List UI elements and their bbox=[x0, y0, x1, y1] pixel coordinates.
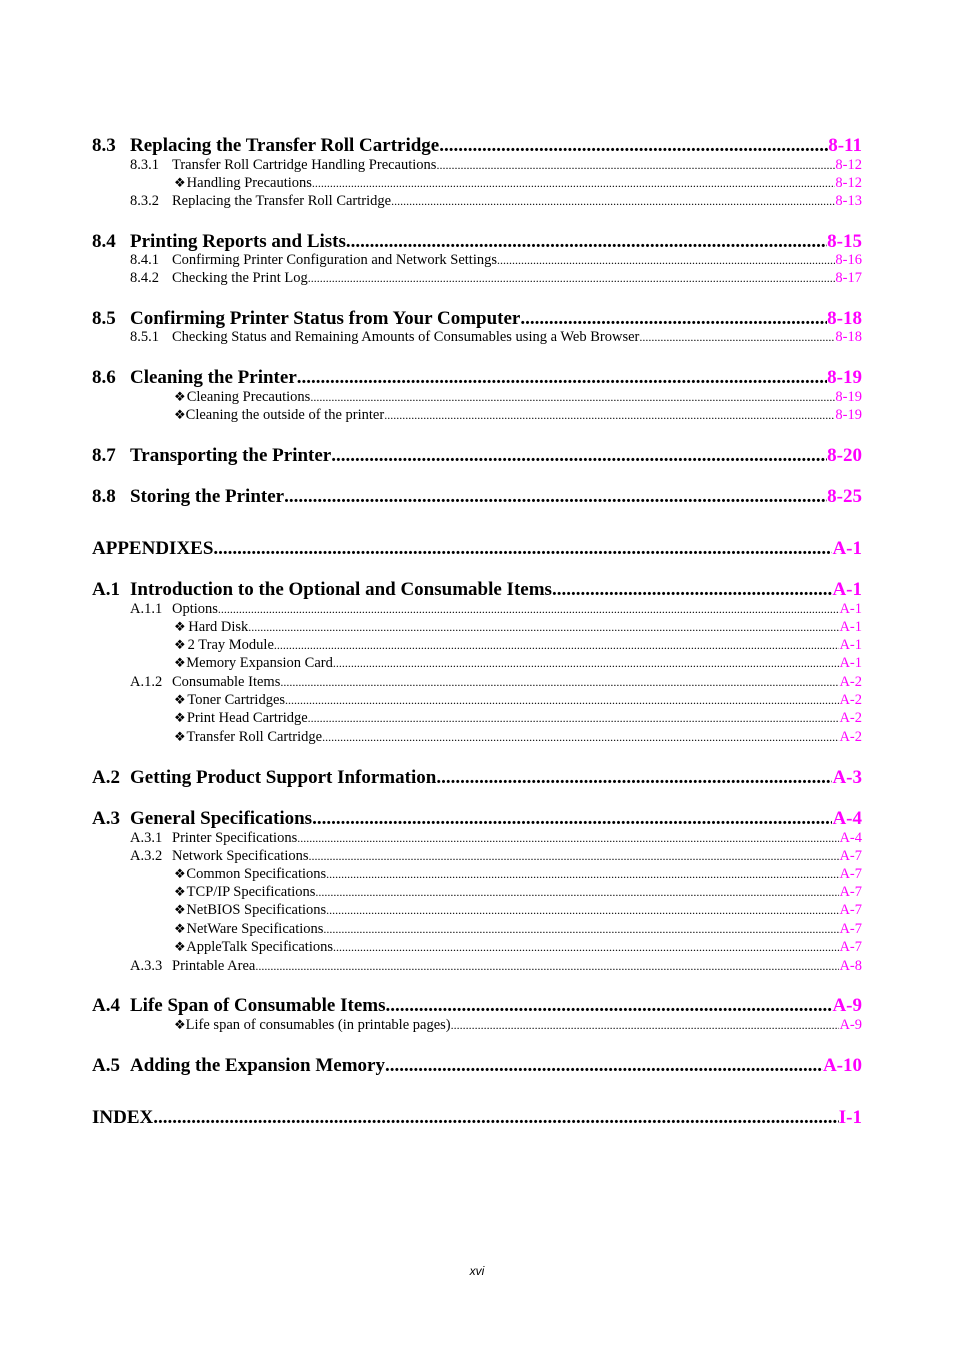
dot-leader bbox=[552, 579, 833, 601]
toc-entry-page-link[interactable]: 8-25 bbox=[827, 486, 862, 507]
dot-leader bbox=[274, 638, 840, 653]
bullet-diamond-icon: ❖ bbox=[174, 655, 186, 670]
dot-leader bbox=[315, 885, 839, 900]
toc-entry-title: APPENDIXES bbox=[92, 538, 214, 559]
toc-entry-number: 8.4.1 bbox=[130, 252, 159, 268]
toc-entry-level-3[interactable] bbox=[174, 389, 862, 407]
bullet-diamond-icon: ❖ bbox=[174, 692, 186, 707]
toc-entry-page-link[interactable]: A-1 bbox=[832, 579, 862, 600]
dot-leader bbox=[284, 486, 827, 508]
toc-entry-number: A.3 bbox=[92, 808, 120, 829]
toc-entry-title: Replacing the Transfer Roll Cartridge bbox=[172, 193, 392, 209]
toc-entry-page-link[interactable]: A-9 bbox=[839, 1017, 862, 1033]
toc-entry-number: 8.4.2 bbox=[130, 270, 159, 286]
toc-entry-page-link[interactable]: A-7 bbox=[839, 939, 862, 955]
bullet-diamond-icon: ❖ bbox=[174, 729, 186, 744]
bullet-diamond-icon: ❖ bbox=[174, 902, 186, 917]
toc-entry-page-link[interactable]: A-2 bbox=[839, 674, 862, 690]
toc-entry-number: 8.3.1 bbox=[130, 157, 159, 173]
toc-entry-number: A.5 bbox=[92, 1055, 120, 1076]
toc-entry-title: Common Specifications bbox=[186, 866, 327, 882]
dot-leader bbox=[436, 767, 832, 789]
toc-entry-level-2[interactable] bbox=[130, 157, 862, 175]
toc-entry-level-3[interactable] bbox=[174, 692, 862, 710]
toc-entry-page-link[interactable]: A-4 bbox=[839, 830, 862, 846]
dot-leader bbox=[312, 176, 836, 191]
dot-leader bbox=[333, 940, 839, 955]
toc-entry-title: Transporting the Printer bbox=[130, 445, 332, 466]
bullet-diamond-icon: ❖ bbox=[174, 407, 186, 422]
toc-entry-title: Adding the Expansion Memory bbox=[130, 1055, 385, 1076]
toc-entry-level-1[interactable] bbox=[92, 995, 862, 1019]
toc-entry-level-2[interactable] bbox=[130, 252, 862, 270]
toc-entry-title: TCP/IP Specifications bbox=[186, 884, 316, 900]
dot-leader bbox=[255, 959, 839, 974]
toc-entry-level-3[interactable] bbox=[174, 921, 862, 939]
dot-leader bbox=[248, 620, 839, 635]
dot-leader bbox=[297, 367, 827, 389]
dot-leader bbox=[331, 445, 827, 467]
dot-leader bbox=[333, 656, 840, 671]
toc-entry-title: Toner Cartridges bbox=[187, 692, 286, 708]
toc-entry-title: Print Head Cartridge bbox=[186, 710, 308, 726]
toc-entry-number: 8.5 bbox=[92, 308, 116, 329]
toc-entry-level-3[interactable] bbox=[174, 866, 862, 884]
toc-entry-level-1[interactable] bbox=[92, 579, 862, 603]
toc-entry-level-2[interactable] bbox=[130, 674, 862, 692]
toc-entry-title: Network Specifications bbox=[172, 848, 309, 864]
toc-entry-level-2[interactable] bbox=[130, 601, 862, 619]
toc-entry-page-link[interactable]: 8-18 bbox=[835, 329, 862, 345]
toc-entry-level-3[interactable] bbox=[174, 619, 862, 637]
toc-entry-title: NetBIOS Specifications bbox=[186, 902, 327, 918]
toc-entry-title: Life span of consumables (in printable pages) bbox=[185, 1017, 451, 1033]
toc-entry-title: Cleaning the outside of the printer bbox=[185, 407, 385, 423]
toc-entry-page-link[interactable]: 8-18 bbox=[827, 308, 862, 329]
bullet-diamond-icon: ❖ bbox=[174, 175, 186, 190]
dot-leader bbox=[322, 730, 839, 745]
toc-entry-title: Cleaning the Printer bbox=[130, 367, 297, 388]
toc-entry-level-2[interactable] bbox=[130, 830, 862, 848]
toc-entry-title: Options bbox=[172, 601, 218, 617]
toc-entry-title: Introduction to the Optional and Consumable Items bbox=[130, 579, 552, 600]
dot-leader bbox=[280, 675, 839, 690]
dot-leader bbox=[385, 995, 832, 1017]
toc-entry-number: 8.3 bbox=[92, 135, 116, 156]
toc-entry-number: 8.3.2 bbox=[130, 193, 159, 209]
dot-leader bbox=[391, 194, 835, 209]
toc-entry-level-1[interactable] bbox=[92, 486, 862, 510]
toc-entry-page-link[interactable]: 8-12 bbox=[835, 175, 862, 191]
toc-entry-page-link[interactable]: 8-17 bbox=[835, 270, 862, 286]
toc-entry-page-link[interactable]: 8-19 bbox=[835, 389, 862, 405]
bullet-diamond-icon: ❖ bbox=[174, 866, 186, 881]
dot-leader bbox=[439, 135, 828, 157]
toc-entry-number: 8.6 bbox=[92, 367, 116, 388]
dot-leader bbox=[436, 158, 835, 173]
dot-leader bbox=[285, 693, 839, 708]
toc-entry-number: A.1.1 bbox=[130, 601, 163, 617]
toc-entry-title: Life Span of Consumable Items bbox=[130, 995, 386, 1016]
toc-entry-level-3[interactable] bbox=[174, 637, 862, 655]
dot-leader bbox=[451, 1018, 840, 1033]
toc-entry-page-link[interactable]: A-9 bbox=[832, 995, 862, 1016]
toc-entry-page-link[interactable]: A-1 bbox=[839, 637, 862, 653]
toc-entry-number: A.1.2 bbox=[130, 674, 163, 690]
dot-leader bbox=[218, 602, 840, 617]
toc-entry-page-link[interactable]: A-3 bbox=[832, 767, 862, 788]
toc-entry-level-3[interactable] bbox=[174, 939, 862, 957]
toc-entry-level-1[interactable] bbox=[92, 767, 862, 791]
toc-entry-page-link[interactable]: 8-11 bbox=[828, 135, 862, 156]
dot-leader bbox=[309, 849, 840, 864]
toc-entry-title: Storing the Printer bbox=[130, 486, 285, 507]
toc-entry-number: A.3.3 bbox=[130, 958, 163, 974]
toc-entry-level-1[interactable] bbox=[92, 808, 862, 832]
toc-entry-page-link[interactable]: 8-19 bbox=[835, 407, 862, 423]
toc-entry-title: Consumable Items bbox=[172, 674, 281, 690]
toc-entry-number: 8.7 bbox=[92, 445, 116, 466]
toc-entry-page-link[interactable]: 8-13 bbox=[835, 193, 862, 209]
toc-entry-page-link[interactable]: A-7 bbox=[839, 884, 862, 900]
toc-entry-page-link[interactable]: 8-15 bbox=[827, 231, 862, 252]
toc-entry-title: Checking Status and Remaining Amounts of Consumables using a Web Browser bbox=[172, 329, 640, 345]
toc-entry-page-link[interactable]: 8-20 bbox=[827, 445, 862, 466]
toc-entry-level-2[interactable] bbox=[130, 848, 862, 866]
toc-entry-page-link[interactable]: I-1 bbox=[838, 1107, 862, 1128]
toc-entry-level-1[interactable] bbox=[92, 1107, 862, 1131]
toc-entry-level-1[interactable] bbox=[92, 445, 862, 469]
toc-entry-title: 2 Tray Module bbox=[187, 637, 274, 653]
toc-entry-page-link[interactable]: A-7 bbox=[839, 921, 862, 937]
toc-entry-title: Handling Precautions bbox=[186, 175, 312, 191]
dot-leader bbox=[326, 867, 839, 882]
toc-entry-level-3[interactable] bbox=[174, 729, 862, 747]
toc-entry-title: INDEX bbox=[92, 1107, 154, 1128]
toc-entry-number: A.2 bbox=[92, 767, 120, 788]
toc-entry-title: Transfer Roll Cartridge bbox=[186, 729, 323, 745]
toc-entry-level-3[interactable] bbox=[174, 175, 862, 193]
toc-entry-page-link[interactable]: A-10 bbox=[822, 1055, 862, 1076]
toc-entry-number: A.3.1 bbox=[130, 830, 163, 846]
toc-entry-page-link[interactable]: A-2 bbox=[839, 692, 862, 708]
dot-leader bbox=[346, 231, 827, 253]
dot-leader bbox=[520, 308, 827, 330]
bullet-diamond-icon: ❖ bbox=[174, 637, 186, 652]
dot-leader bbox=[497, 253, 835, 268]
dot-leader bbox=[384, 408, 835, 423]
toc-entry-title: NetWare Specifications bbox=[186, 921, 324, 937]
bullet-diamond-icon: ❖ bbox=[174, 921, 186, 936]
toc-entry-page-link[interactable]: A-4 bbox=[832, 808, 862, 829]
toc-entry-title: Printable Area bbox=[172, 958, 256, 974]
toc-entry-page-link[interactable]: A-2 bbox=[839, 710, 862, 726]
dot-leader bbox=[297, 831, 839, 846]
toc-entry-number: 8.4 bbox=[92, 231, 116, 252]
toc-entry-title: Checking the Print Log bbox=[172, 270, 308, 286]
dot-leader bbox=[308, 271, 836, 286]
toc-entry-number: 8.5.1 bbox=[130, 329, 159, 345]
toc-entry-level-1[interactable] bbox=[92, 1055, 862, 1079]
bullet-diamond-icon: ❖ bbox=[174, 389, 186, 404]
dot-leader bbox=[385, 1055, 823, 1077]
toc-entry-level-2[interactable] bbox=[130, 193, 862, 211]
dot-leader bbox=[326, 903, 839, 918]
toc-entry-title: AppleTalk Specifications bbox=[186, 939, 333, 955]
toc-entry-level-1[interactable] bbox=[92, 538, 862, 562]
toc-entry-page-link[interactable]: A-7 bbox=[839, 848, 862, 864]
dot-leader bbox=[639, 330, 835, 345]
dot-leader bbox=[310, 390, 835, 405]
toc-entry-title: Replacing the Transfer Roll Cartridge bbox=[130, 135, 440, 156]
dot-leader bbox=[153, 1107, 839, 1129]
toc-entry-page-link[interactable]: 8-12 bbox=[835, 157, 862, 173]
toc-entry-page-link[interactable]: 8-16 bbox=[835, 252, 862, 268]
bullet-diamond-icon: ❖ bbox=[174, 939, 186, 954]
toc-entry-level-3[interactable] bbox=[174, 710, 862, 728]
toc-entry-level-3[interactable] bbox=[174, 1017, 862, 1035]
toc-entry-page-link[interactable]: A-1 bbox=[839, 655, 862, 671]
toc-entry-number: 8.8 bbox=[92, 486, 116, 507]
dot-leader bbox=[308, 711, 840, 726]
toc-entry-number: A.3.2 bbox=[130, 848, 163, 864]
toc-entry-level-2[interactable] bbox=[130, 270, 862, 288]
toc-entry-page-link[interactable]: A-1 bbox=[839, 619, 862, 635]
page-footer-number: xvi bbox=[469, 1264, 485, 1278]
toc-entry-page-link[interactable]: 8-19 bbox=[827, 367, 862, 388]
toc-entry-page-link[interactable]: A-2 bbox=[839, 729, 862, 745]
toc-entry-title: Transfer Roll Cartridge Handling Precautions bbox=[172, 157, 437, 173]
toc-entry-title: Getting Product Support Information bbox=[130, 767, 437, 788]
toc-entry-title: Printing Reports and Lists bbox=[130, 231, 346, 252]
toc-entry-title: General Specifications bbox=[130, 808, 313, 829]
toc-entry-level-2[interactable] bbox=[130, 329, 862, 347]
bullet-diamond-icon: ❖ bbox=[174, 1017, 186, 1032]
toc-entry-level-2[interactable] bbox=[130, 958, 862, 976]
toc-entry-page-link[interactable]: A-7 bbox=[839, 866, 862, 882]
toc-entry-page-link[interactable]: A-1 bbox=[839, 601, 862, 617]
toc-entry-page-link[interactable]: A-7 bbox=[839, 902, 862, 918]
toc-entry-level-1[interactable] bbox=[92, 367, 862, 391]
toc-entry-title: Cleaning Precautions bbox=[186, 389, 311, 405]
toc-entry-title: Printer Specifications bbox=[172, 830, 298, 846]
toc-entry-level-1[interactable] bbox=[92, 135, 862, 159]
dot-leader bbox=[213, 538, 832, 560]
toc-entry-title: Confirming Printer Status from Your Computer bbox=[130, 308, 521, 329]
toc-entry-title: Hard Disk bbox=[188, 619, 249, 635]
toc-entry-number: A.4 bbox=[92, 995, 120, 1016]
dot-leader bbox=[312, 808, 832, 830]
toc-entry-level-3[interactable] bbox=[174, 407, 862, 425]
toc-entry-title: Confirming Printer Configuration and Network Settings bbox=[172, 252, 498, 268]
toc-entry-page-link[interactable]: A-1 bbox=[832, 538, 862, 559]
toc-entry-level-3[interactable] bbox=[174, 655, 862, 673]
toc-entry-title: Memory Expansion Card bbox=[186, 655, 333, 671]
toc-entry-number: A.1 bbox=[92, 579, 120, 600]
dot-leader bbox=[323, 922, 839, 937]
bullet-diamond-icon: ❖ bbox=[174, 710, 186, 725]
toc-entry-level-3[interactable] bbox=[174, 884, 862, 902]
toc-entry-page-link[interactable]: A-8 bbox=[839, 958, 862, 974]
toc-entry-level-3[interactable] bbox=[174, 902, 862, 920]
bullet-diamond-icon: ❖ bbox=[174, 884, 186, 899]
bullet-diamond-icon: ❖ bbox=[174, 619, 186, 634]
